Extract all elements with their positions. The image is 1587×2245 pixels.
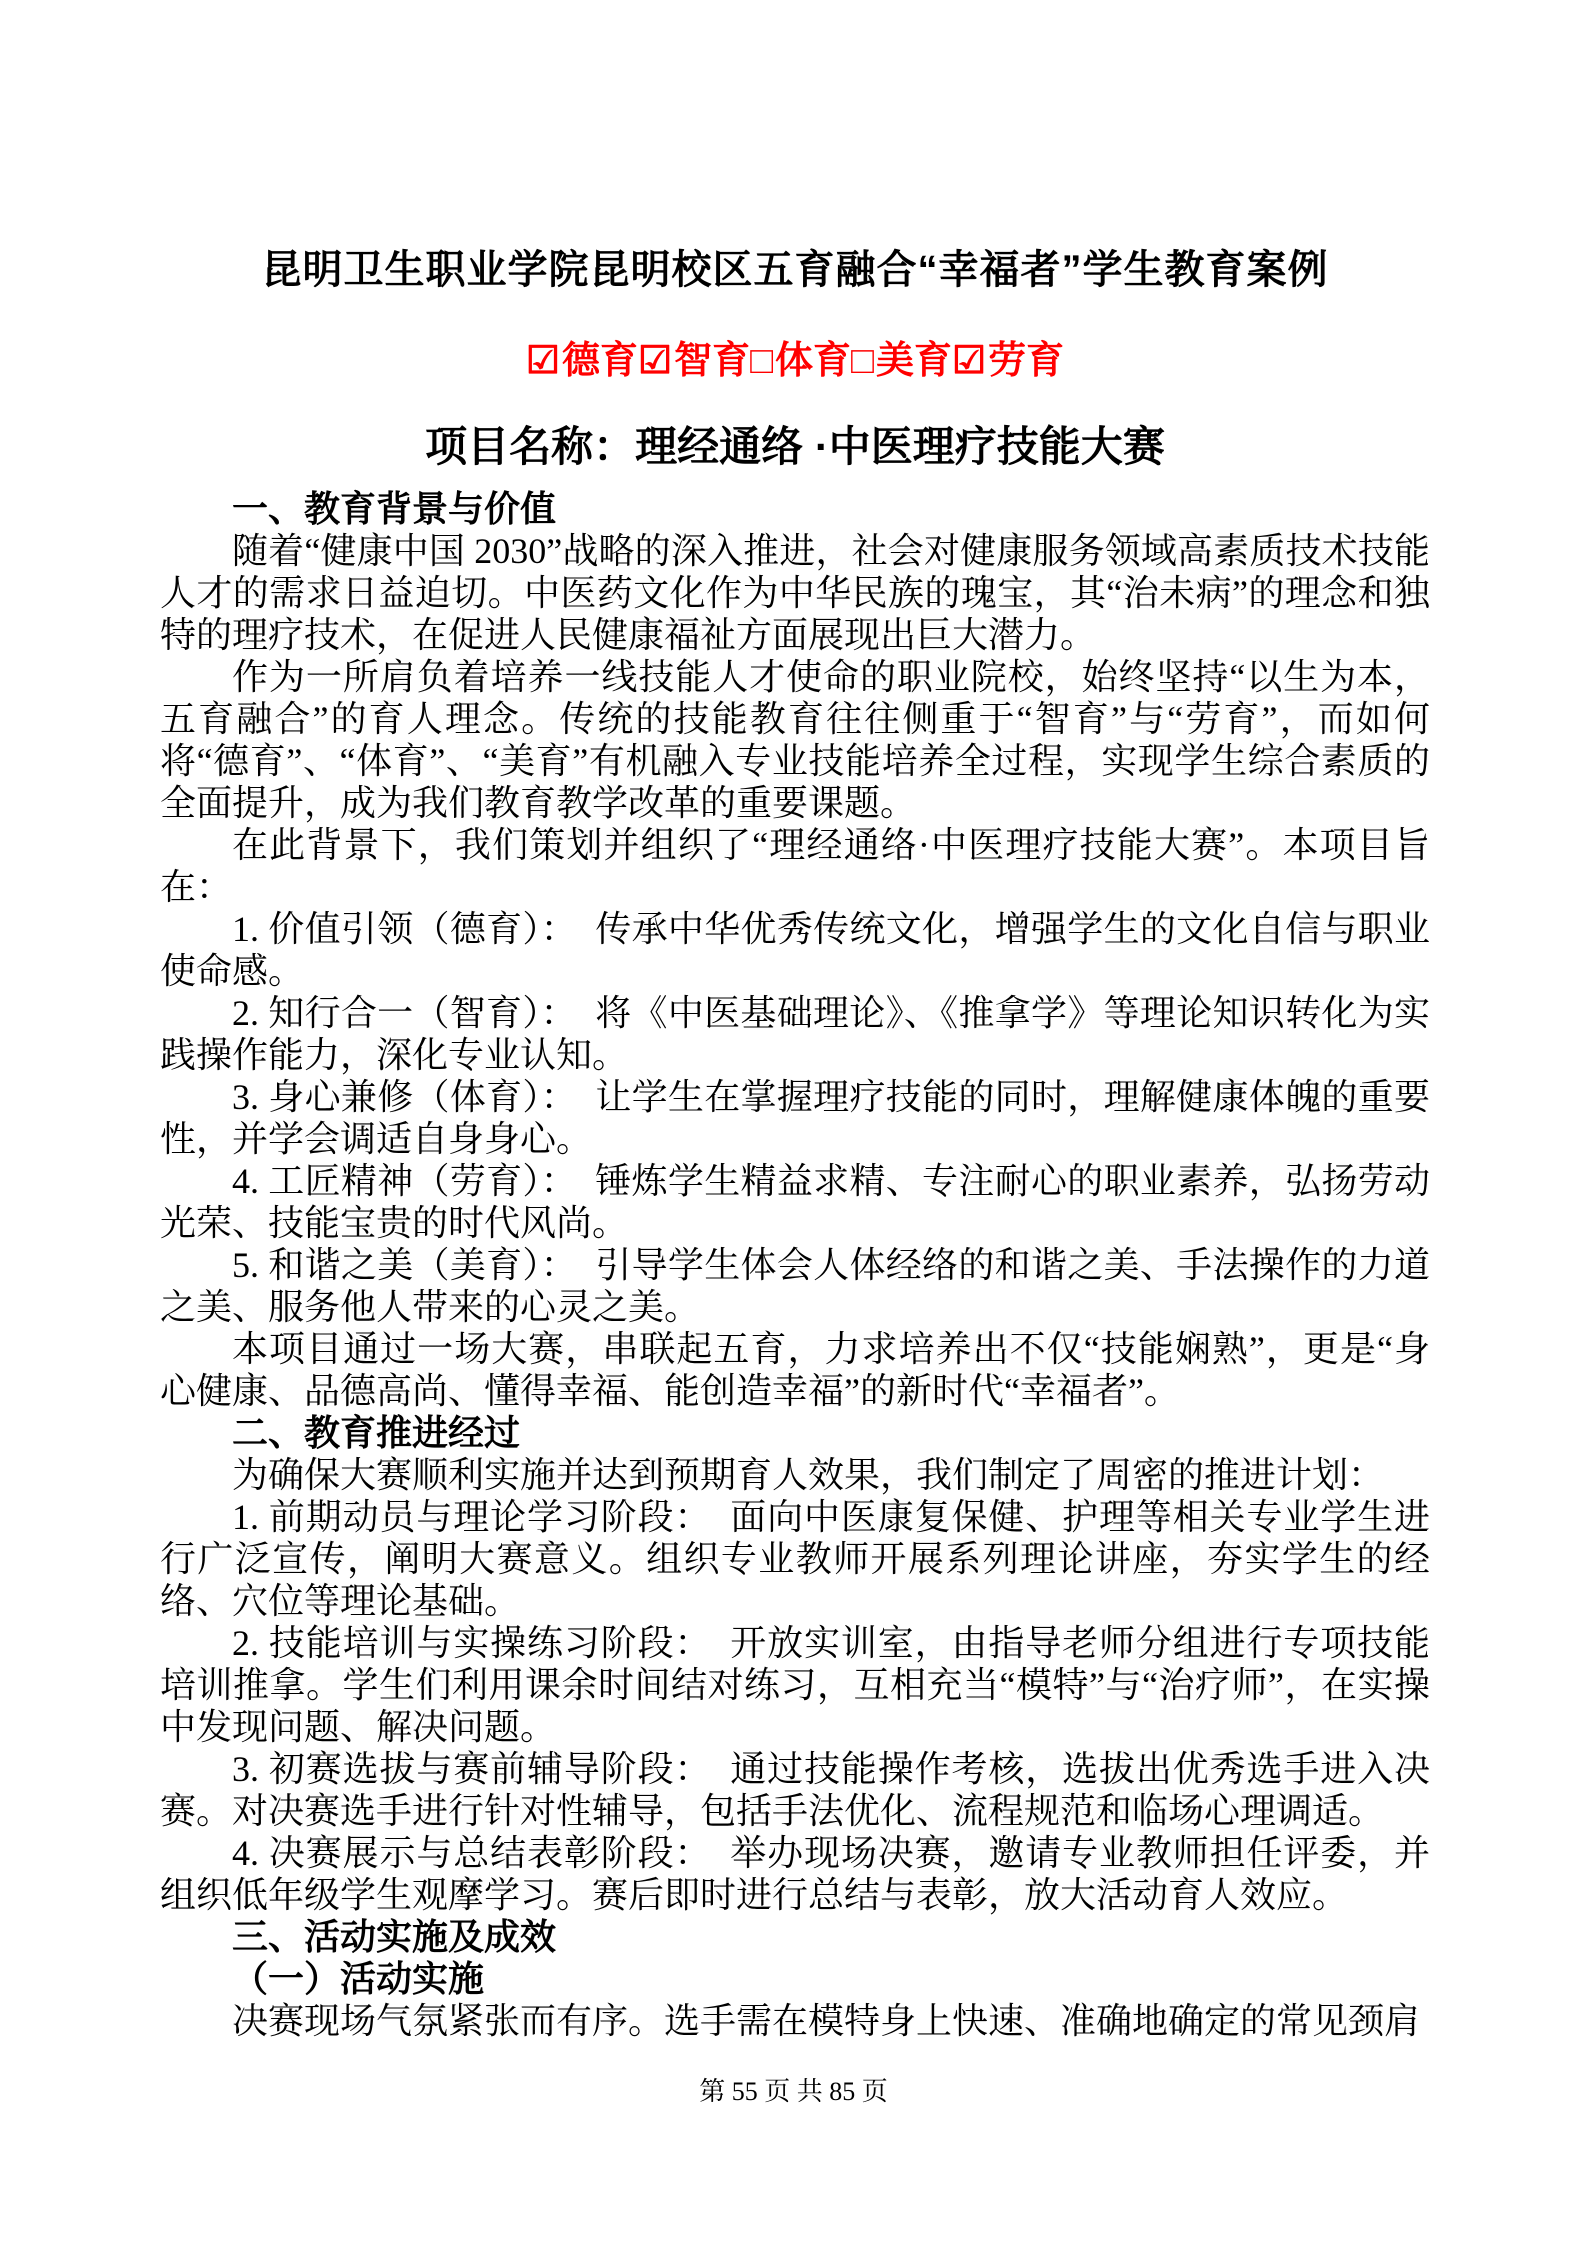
five-edu-label: 德育 [561,340,638,382]
body-paragraph: 决赛现场气氛紧张而有序。选手需在模特身上快速、准确地确定的常见颈肩 [232,2001,1421,2041]
five-edu-item [638,340,750,382]
body-paragraph: 1. 价值引领（德育）： 传承中华优秀传统文化，增强学生的文化自信与职业使命感。 [160,909,1430,991]
body-paragraph: 3. 初赛选拔与赛前辅导阶段： 通过技能操作考核，选拔出优秀选手进入决赛。对决赛选手进行针对性辅导，包括手法优化、流程规范和临场心理调适。 [160,1749,1430,1831]
five-edu-item [526,340,638,382]
body-paragraph: 作为一所肩负着培养一线技能人才使命的职业院校，始终坚持“以生为本，五育融合”的育人理念。传统的技能教育往往侧重于“智育”与“劳育”，而如何将“德育”、“体育”、“美育”有机融入专业技能培养全过程，实现学生综合素质的全面提升，成为我们教育教学改革的重要课题。 [160,657,1430,823]
body-paragraph: 为确保大赛顺利实施并达到预期育人效果，我们制定了周密的推进计划： [232,1455,1385,1495]
subsection-heading: （一）活动实施 [232,1959,485,1999]
body-paragraph: 4. 工匠精神（劳育）： 锤炼学生精益求精、专注耐心的职业素养，弘扬劳动光荣、技能宝贵的时代风尚。 [160,1161,1430,1243]
checkbox-checked-icon: ☑ [637,340,673,382]
body-paragraph: 5. 和谐之美（美育）： 引导学生体会人体经络的和谐之美、手法操作的力道之美、服务他人带来的心灵之美。 [160,1245,1430,1327]
checkbox-unchecked-icon: □ [851,340,874,382]
body-paragraph: 本项目通过一场大赛，串联起五育，力求培养出不仅“技能娴熟”，更是“身心健康、品德高尚、懂得幸福、能创造幸福”的新时代“幸福者”。 [160,1329,1430,1411]
five-edu-label: 智育 [674,340,751,382]
five-edu-item [851,340,952,382]
five-edu-item [952,340,1064,382]
section-heading: 一、教育背景与价值 [232,489,557,529]
project-name-heading: 项目名称：理经通络 ·中医理疗技能大赛 [425,423,1165,470]
body-paragraph: 2. 知行合一（智育）： 将《中医基础理论》、《推拿学》等理论知识转化为实践操作能力，深化专业认知。 [160,993,1430,1075]
body-paragraph: 3. 身心兼修（体育）： 让学生在掌握理疗技能的同时，理解健康体魄的重要性，并学会调适自身身心。 [160,1077,1430,1159]
body-paragraph: 4. 决赛展示与总结表彰阶段： 举办现场决赛，邀请专业教师担任评委，并组织低年级学生观摩学习。赛后即时进行总结与表彰，放大活动育人效应。 [160,1833,1430,1915]
body-paragraph: 随着“健康中国 2030”战略的深入推进，社会对健康服务领域高素质技术技能人才的需求日益迫切。中医药文化作为中华民族的瑰宝，其“治未病”的理念和独特的理疗技术，在促进人民健康福祉方面展现出巨大潜力。 [160,531,1430,655]
checkbox-checked-icon: ☑ [525,340,560,382]
five-edu-item [750,340,851,382]
checkbox-unchecked-icon: □ [750,340,774,382]
five-edu-label: 劳育 [988,340,1065,382]
checkbox-checked-icon: ☑ [952,340,987,382]
page-footer: 第 55 页 共 85 页 [699,2077,888,2106]
section-heading: 二、教育推进经过 [232,1413,521,1453]
body-paragraph: 在此背景下，我们策划并组织了“理经通络·中医理疗技能大赛”。本项目旨在： [160,825,1430,907]
body-paragraph: 2. 技能培训与实操练习阶段： 开放实训室，由指导老师分组进行专项技能培训推拿。学生们利用课余时间结对练习，互相充当“模特”与“治疗师”，在实操中发现问题、解决问题。 [160,1623,1430,1747]
document-title: 昆明卫生职业学院昆明校区五育融合“幸福者”学生教育案例 [261,248,1329,292]
body-paragraph: 1. 前期动员与理论学习阶段： 面向中医康复保健、护理等相关专业学生进行广泛宣传，阐明大赛意义。组织专业教师开展系列理论讲座，夯实学生的经络、穴位等理论基础。 [160,1497,1430,1621]
five-edu-label: 体育 [775,340,852,382]
document-body [160,488,1430,2042]
document-content [160,246,1430,2042]
five-education-status-line [160,338,1430,384]
five-edu-label: 美育 [876,340,953,382]
section-heading: 三、活动实施及成效 [232,1917,557,1957]
